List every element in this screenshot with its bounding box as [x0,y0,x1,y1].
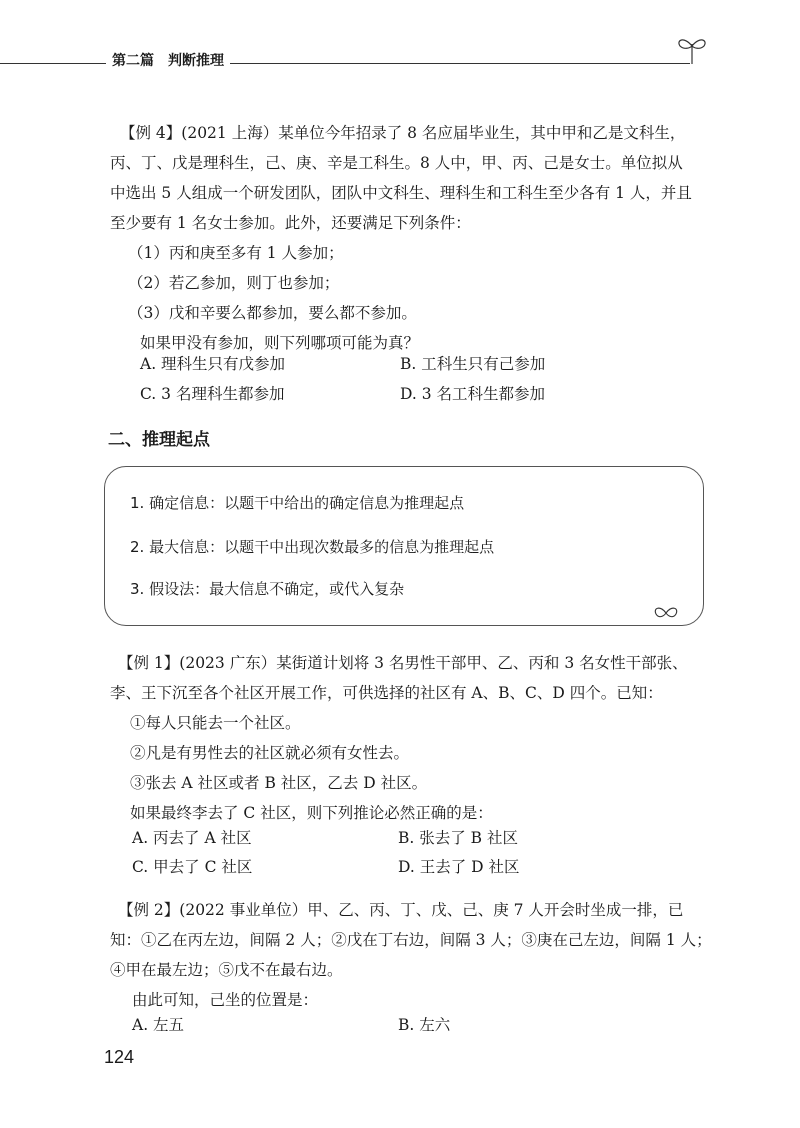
example1-option-a: A. 丙去了 A 社区 [132,829,252,847]
example4-condition-1: （1）丙和庚至多有 1 人参加； [128,244,344,262]
example1-question: 如果最终李去了 C 社区，则下列推论必然正确的是： [130,804,493,822]
summary-item-1: 1. 确定信息：以题干中给出的确定信息为推理起点 [130,494,465,512]
example1-option-b: B. 张去了 B 社区 [398,829,518,847]
example2-line-3: ④甲在最左边；⑤戊不在最右边。 [110,961,343,979]
header-chapter: 判断推理 [168,53,224,69]
example4-option-c: C. 3 名理科生都参加 [140,385,285,403]
example4-line-4: 至少要有 1 名女士参加。此外，还要满足下列条件： [110,214,471,232]
example1-condition-1: ①每人只能去一个社区。 [130,714,301,732]
example4-line-3: 中选出 5 人组成一个研发团队，团队中文科生、理科生和工科生至少各有 1 人，并且 [110,184,692,202]
example2-line-2: 知：①乙在丙左边，间隔 2 人；②戊在丁右边，间隔 3 人；③庚在己左边，间隔 1 人； [110,931,712,949]
example4-condition-3: （3）戊和辛要么都参加，要么都不参加。 [128,304,417,322]
example2-option-a: A. 左五 [132,1016,185,1034]
example4-option-b: B. 工科生只有己参加 [400,355,546,373]
sprout-icon [672,30,712,64]
example2-option-b: B. 左六 [398,1016,451,1034]
example4-option-a: A. 理科生只有戊参加 [140,355,286,373]
header-rule [0,63,690,64]
leaf-icon [652,604,680,622]
example1-line-1: 【例 1】(2023 广东）某街道计划将 3 名男性干部甲、乙、丙和 3 名女性干部张、 [118,654,688,672]
example2-question: 由此可知，己坐的位置是： [132,991,319,1009]
example4-line-1: 【例 4】(2021 上海）某单位今年招录了 8 名应届毕业生，其中甲和乙是文科生， [120,124,686,142]
example1-line-2: 李、王下沉至各个社区开展工作，可供选择的社区有 A、B、C、D 四个。已知： [110,684,663,702]
example1-option-c: C. 甲去了 C 社区 [132,858,253,876]
running-header [106,50,230,70]
section-title: 二、推理起点 [108,430,210,450]
page-number: 124 [104,1047,135,1067]
summary-item-3: 3. 假设法：最大信息不确定，或代入复杂 [130,580,405,598]
example4-question: 如果甲没有参加，则下列哪项可能为真？ [140,334,420,352]
example2-line-1: 【例 2】(2022 事业单位）甲、乙、丙、丁、戊、己、庚 7 人开会时坐成一排，已 [118,901,684,919]
example1-condition-2: ②凡是有男性去的社区就必须有女性去。 [130,744,410,762]
header-part: 第二篇 [112,53,154,69]
example1-option-d: D. 王去了 D 社区 [398,858,520,876]
example4-line-2: 丙、丁、戊是理科生，己、庚、辛是工科生。8 人中，甲、丙、己是女士。单位拟从 [110,154,683,172]
example4-condition-2: （2）若乙参加，则丁也参加； [128,274,340,292]
summary-item-2: 2. 最大信息：以题干中出现次数最多的信息为推理起点 [130,538,495,556]
example1-condition-3: ③张去 A 社区或者 B 社区，乙去 D 社区。 [130,774,428,792]
example4-option-d: D. 3 名工科生都参加 [400,385,546,403]
